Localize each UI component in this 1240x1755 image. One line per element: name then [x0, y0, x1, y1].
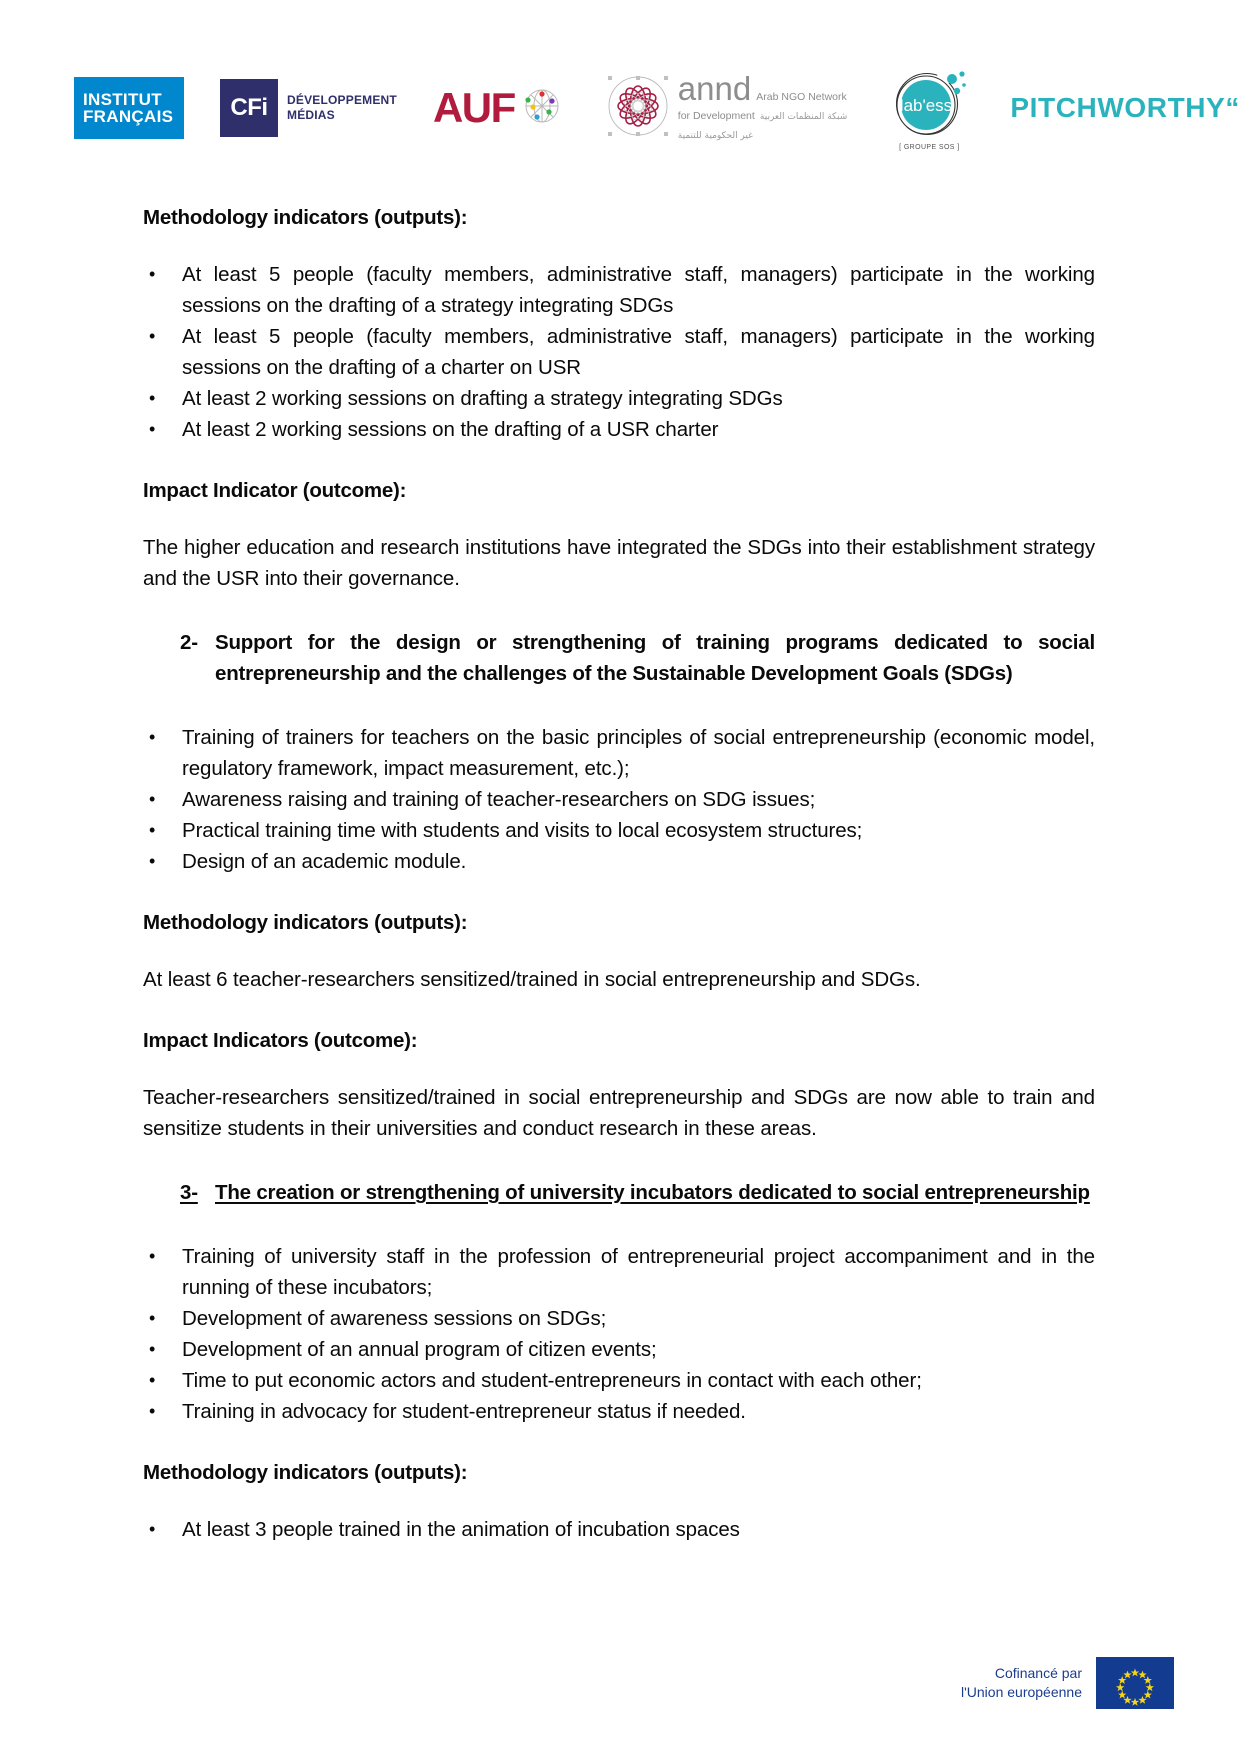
auf-wordmark: AUF [432, 84, 515, 131]
cfi-line1: DÉVELOPPEMENT [287, 93, 397, 107]
auf-network-icon [519, 83, 565, 133]
annd-rosette-icon [605, 73, 671, 143]
institut-francais-line2: FRANÇAIS [83, 106, 174, 126]
list-item: • Awareness raising and training of teacher-researchers on SDG issues; [143, 784, 1095, 815]
methodology-bullet-list-3 [143, 1514, 1095, 1545]
impact-indicators-heading-2: Impact Indicators (outcome): [143, 1029, 418, 1052]
section-2-bullet-list [143, 722, 1095, 877]
impact-indicator-heading-1: Impact Indicator (outcome): [143, 479, 407, 502]
list-item: • Training in advocacy for student-entrepreneur status if needed. [143, 1396, 1095, 1427]
list-item: • At least 5 people (faculty members, administrative staff, managers) participate in the working sessions on the drafting of a charter on USR [143, 321, 1095, 383]
list-item: • At least 2 working sessions on drafting a strategy integrating SDGs [143, 383, 1095, 414]
auf-logo [433, 83, 565, 133]
institut-francais-logo [74, 77, 184, 139]
spacer [143, 1486, 1095, 1514]
eu-footer-line2: l'Union européenne [961, 1684, 1082, 1700]
spacer [143, 1054, 1095, 1082]
impact-indicators-text-2: Teacher-researchers sensitized/trained in social entrepreneurship and SDGs are now able to train and sensitize students in their universities and conduct research in these areas. [143, 1086, 1095, 1140]
annd-wordmark: annd [677, 70, 752, 107]
numbered-section-item [143, 1177, 1095, 1208]
svg-text:lab'ess: lab'ess [900, 96, 953, 115]
numbered-section-item [143, 627, 1095, 689]
cfi-logo [220, 79, 397, 137]
list-item: • At least 2 working sessions on the drafting of a USR charter [143, 414, 1095, 445]
spacer [143, 995, 1095, 1028]
labess-logo [890, 65, 968, 151]
eu-cofunding-footer [961, 1657, 1174, 1709]
document-body [143, 205, 1095, 1545]
spacer [143, 445, 1095, 478]
methodology-bullet-list-1 [143, 259, 1095, 445]
spacer [143, 504, 1095, 532]
list-item: • Design of an academic module. [143, 846, 1095, 877]
methodology-indicators-heading-2: Methodology indicators (outputs): [143, 911, 468, 934]
list-item: • At least 3 people trained in the animation of incubation spaces [143, 1514, 1095, 1545]
section-3-marker: 3- [180, 1181, 198, 1204]
list-item: • Development of an annual program of citizen events; [143, 1334, 1095, 1365]
eu-flag-icon [1096, 1657, 1174, 1709]
spacer [143, 1144, 1095, 1177]
spacer [143, 1208, 1095, 1241]
list-item: • Practical training time with students and visits to local ecosystem structures; [143, 815, 1095, 846]
section-2-title: Support for the design or strengthening of training programs dedicated to social entrepreneurship and the challenges of the Sustainable Development Goals (SDGs) [215, 631, 1095, 685]
section-3-bullet-list [143, 1241, 1095, 1427]
labess-circle-icon [890, 65, 968, 141]
partner-logo-strip [0, 58, 1240, 158]
labess-subtitle: [ GROUPE SOS ] [899, 144, 960, 151]
list-item: • At least 5 people (faculty members, administrative staff, managers) participate in the working sessions on the drafting of a strategy integrating SDGs [143, 259, 1095, 321]
cfi-mark: CFi [220, 79, 278, 137]
impact-indicator-text-1: The higher education and research institutions have integrated the SDGs into their establishment strategy and the USR into their governance. [143, 536, 1095, 590]
list-item: • Training of trainers for teachers on the basic principles of social entrepreneurship (economic model, regulatory framework, impact measurement, etc.); [143, 722, 1095, 784]
list-item: • Time to put economic actors and student-entrepreneurs in contact with each other; [143, 1365, 1095, 1396]
spacer [143, 877, 1095, 910]
section-3-heading [143, 1177, 1095, 1208]
pitchworthy-wordmark: PITCHWORTHY“ [1010, 92, 1240, 123]
methodology-indicators-heading-3: Methodology indicators (outputs): [143, 1461, 468, 1484]
spacer [143, 689, 1095, 722]
section-3-title: The creation or strengthening of university incubators dedicated to social entrepreneurship [215, 1181, 1090, 1204]
methodology-indicators-heading-1: Methodology indicators (outputs): [143, 206, 468, 229]
spacer [143, 936, 1095, 964]
section-2-heading [143, 627, 1095, 689]
methodology-indicators-text-2: At least 6 teacher-researchers sensitized/trained in social entrepreneurship and SDGs. [143, 968, 921, 991]
pitchworthy-logo [1010, 92, 1240, 124]
list-item: • Training of university staff in the profession of entrepreneurial project accompaniment and in the running of these incubators; [143, 1241, 1095, 1303]
list-item: • Development of awareness sessions on SDGs; [143, 1303, 1095, 1334]
section-2-marker: 2- [180, 631, 198, 654]
cfi-line2: MÉDIAS [287, 108, 335, 122]
annd-tagline: Arab NGO Network for Development [677, 91, 847, 122]
eu-footer-line1: Cofinancé par [994, 1665, 1082, 1681]
annd-logo [605, 70, 857, 143]
spacer [143, 231, 1095, 259]
spacer [143, 1427, 1095, 1460]
institut-francais-line1: INSTITUT [83, 89, 162, 109]
spacer [143, 594, 1095, 627]
annd-arabic-tagline: شبكة المنظمات العربية غير الحكومية للتنمية [677, 112, 848, 141]
